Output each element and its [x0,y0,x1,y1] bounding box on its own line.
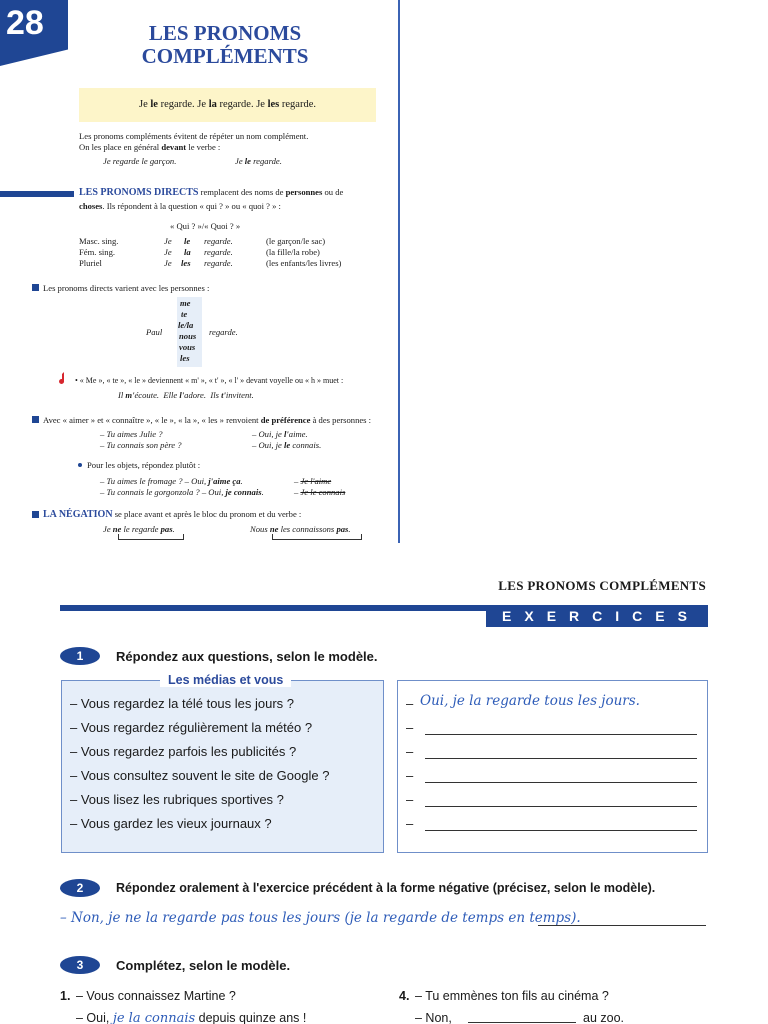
question-item: – Vous consultez souvent le site de Google ? [70,768,330,783]
objects-strike1: – Je l'aime [294,476,332,486]
paul-verb: regarde. [209,327,238,337]
answer-blank[interactable] [425,782,697,783]
direct-intro-line1 [79,187,343,198]
negation-ex1 [103,524,175,534]
intro-text: Je [235,156,245,166]
stack-pronoun: vous [179,342,196,352]
objects-strike2: – Je le connais [294,487,346,497]
aimer-text: – Oui, je [252,440,284,450]
aimer-text: Avec « aimer » et « connaître », « le », « la », « les » renvoient [43,415,261,425]
question-item: – Vous regardez la télé tous les jours ? [70,696,295,711]
aimer-text: connais. [290,440,322,450]
question-item: – Vous gardez les vieux journaux ? [70,816,272,831]
answer-dash: – [406,744,414,759]
elision-text: écoute. [134,390,160,400]
elision-text: adore. [184,390,207,400]
elision-text: Il [118,390,126,400]
aimer-emphasis: l' [283,429,289,439]
question-item: – Vous regardez régulièrement la météo ? [70,720,313,735]
aimer-a2 [252,440,321,450]
objects-line1 [100,476,243,486]
direct-emphasis: choses [79,201,103,211]
stack-pronoun: me [180,298,191,308]
direct-emphasis: personnes [285,187,323,197]
elision-text: Elle [163,390,180,400]
item-number: 1. [60,989,71,1003]
header-rule [60,605,486,611]
row-label: Fém. sing. [79,247,116,257]
questions-box [61,673,384,853]
bullet-square [32,416,39,423]
elision-text: Ils [210,390,222,400]
vary-heading: Les pronoms directs varient avec les personnes : [43,283,210,293]
negation-text: Je [103,524,113,534]
example-pronoun: le [150,99,158,110]
answer-dash: – [406,768,414,783]
stack-pronoun: les [180,353,190,363]
model-answer: Oui, je la regarde tous les jours. [420,693,640,709]
answer-blank[interactable] [425,830,697,831]
question-item: – Vous regardez parfois les publicités ? [70,744,297,759]
intro-emphasis: le [244,156,251,166]
objects-text: – Tu connais le gorgonzola ? – Oui, [100,487,226,497]
row-verb: regarde. [204,236,233,246]
negation-ex2 [250,524,351,534]
period: . [348,524,351,534]
negation-text: se place avant et après le bloc du pronom et du verbe : [112,509,302,519]
intro-example-left: Je regarde le garçon. [103,156,177,166]
exercise-3-instruction: Complétez, selon le modèle. [116,958,291,973]
negation-text: le regarde [121,524,161,534]
exercise-2-model: – Non, je ne la regarde pas tous les jours (je la regarde de temps en temps). [60,910,581,926]
section-heading-negation: LA NÉGATION [43,509,113,520]
bullet-dot [78,463,82,467]
row-label: Pluriel [79,258,102,268]
stack-pronoun: le/la [178,320,194,330]
elision-emphasis: l' [179,390,185,400]
elision-text: invitent. [225,390,254,400]
negation-text: Nous [250,524,270,534]
exercises-page-header: LES PRONOMS COMPLÉMENTS [498,578,706,593]
intro-line [79,142,220,152]
aimer-text: à des personnes : [310,415,372,425]
negation-emphasis: pas [160,524,173,534]
exercises-banner: EXERCICES [486,605,708,627]
row-label: Masc. sing. [79,236,119,246]
negation-line [43,509,301,520]
example-pronoun: la [208,99,217,110]
answers-box [397,680,708,853]
item-question: – Tu emmènes ton fils au cinéma ? [415,989,609,1003]
struck-text: Je le connais [300,487,346,497]
direct-question: « Qui ? »/« Quoi ? » [170,221,241,231]
intro-emphasis: devant [161,142,187,152]
answer-text: depuis quinze ans ! [195,1011,307,1024]
example-pronoun: les [267,99,280,110]
exercise-number-3: 3 [60,956,100,974]
lesson-page [0,0,400,543]
answer-dash: – [406,792,414,807]
section-heading-direct: LES PRONOMS DIRECTS [79,187,199,198]
direct-text: ou de [322,187,344,197]
row-pronoun: le [184,236,191,246]
intro-text: le verbe : [186,142,221,152]
music-note-icon [57,371,67,385]
row-note: (le garçon/le sac) [266,236,326,246]
answer-dash: – [406,696,414,711]
aimer-text: aime. [288,429,308,439]
page-title-line1: LES PRONOMS [148,21,302,45]
handwritten-answer: je la connais [112,1011,196,1024]
row-je: Je [164,247,172,257]
example-text: Je [139,99,151,110]
item-answer-prefix: – Non, [415,1011,452,1024]
row-verb: regarde. [204,247,233,257]
negation-emphasis: ne [112,524,122,534]
exercise-2-instruction: Répondez oralement à l'exercice précédent à la forme négative (précisez, selon le modèle). [116,881,656,895]
answer-blank[interactable] [425,806,697,807]
exercise-number-1: 1 [60,647,100,665]
question-item: – Vous lisez les rubriques sportives ? [70,792,284,807]
direct-text: . Ils répondent à la question « qui ? » ou « quoi ? » : [102,201,281,211]
stack-pronoun: te [181,309,188,319]
negation-bracket [118,534,184,540]
intro-line: Les pronoms compléments évitent de répéter un nom complément. [79,131,309,141]
elision-note: • « Me », « te », « le » deviennent « m' », « t' », « l' » devant voyelle ou « h » muet : [75,376,344,385]
intro-text: regarde. [250,156,282,166]
elision-examples [118,390,254,400]
row-je: Je [164,258,172,268]
intro-example-right [235,156,282,166]
page-title [120,22,330,68]
elision-emphasis: t' [221,390,226,400]
objects-text: . [261,487,264,497]
objects-text: – Tu aimes le fromage ? – Oui, [100,476,209,486]
aimer-emphasis: le [283,440,291,450]
section-bar [0,191,74,197]
direct-text: remplacent des noms de [198,187,286,197]
negation-bracket [272,534,362,540]
aimer-q1: – Tu aimes Julie ? [100,429,163,439]
bullet-square [32,284,39,291]
answer-blank[interactable] [425,734,697,735]
item-number: 4. [399,989,410,1003]
objects-emphasis: je connais [225,487,262,497]
objects-line2 [100,487,264,497]
answer-text: – Oui, [76,1011,113,1024]
answer-dash: – [406,816,414,831]
item-answer-suffix: au zoo. [583,1011,625,1024]
answer-blank[interactable] [538,925,706,926]
aimer-text: – Oui, je [252,429,284,439]
chapter-number: 28 [6,4,44,42]
row-pronoun: les [181,258,191,268]
objects-text: . [240,476,243,486]
negation-text: les connaissons [278,524,337,534]
aimer-a1 [252,429,308,439]
negation-emphasis: pas [336,524,349,534]
paul-label: Paul [146,327,163,337]
row-note: (les enfants/les livres) [266,258,342,268]
direct-intro-line2 [79,201,281,211]
answer-dash: – [406,720,414,735]
example-text: regarde. [279,99,316,110]
bullet-square [32,511,39,518]
aimer-q2: – Tu connais son père ? [100,440,182,450]
struck-text: Je l'aime [300,476,332,486]
row-verb: regarde. [204,258,233,268]
row-pronoun: la [184,247,191,257]
item-question: – Vous connaissez Martine ? [76,989,236,1003]
example-box [79,88,376,122]
objects-heading: Pour les objets, répondez plutôt : [87,460,201,470]
negation-emphasis: ne [269,524,279,534]
period: . [172,524,175,534]
objects-emphasis: j'aime ça [208,476,241,486]
example-text: regarde. Je [157,99,209,110]
exercise-1-instruction: Répondez aux questions, selon le modèle. [116,649,378,664]
aimer-emphasis: de préférence [260,415,311,425]
aimer-line [43,415,371,425]
page-title-line2: COMPLÉMENTS [141,44,309,68]
stack-pronoun: nous [179,331,197,341]
answer-blank[interactable] [425,758,697,759]
intro-text: On les place en général [79,142,162,152]
example-text: regarde. Je [216,99,268,110]
row-je: Je [164,236,172,246]
item-answer [76,1011,306,1024]
row-note: (la fille/la robe) [266,247,320,257]
questions-box-title: Les médias et vous [160,673,291,687]
elision-emphasis: m' [125,390,135,400]
answer-blank[interactable] [468,1022,576,1023]
exercise-number-2: 2 [60,879,100,897]
